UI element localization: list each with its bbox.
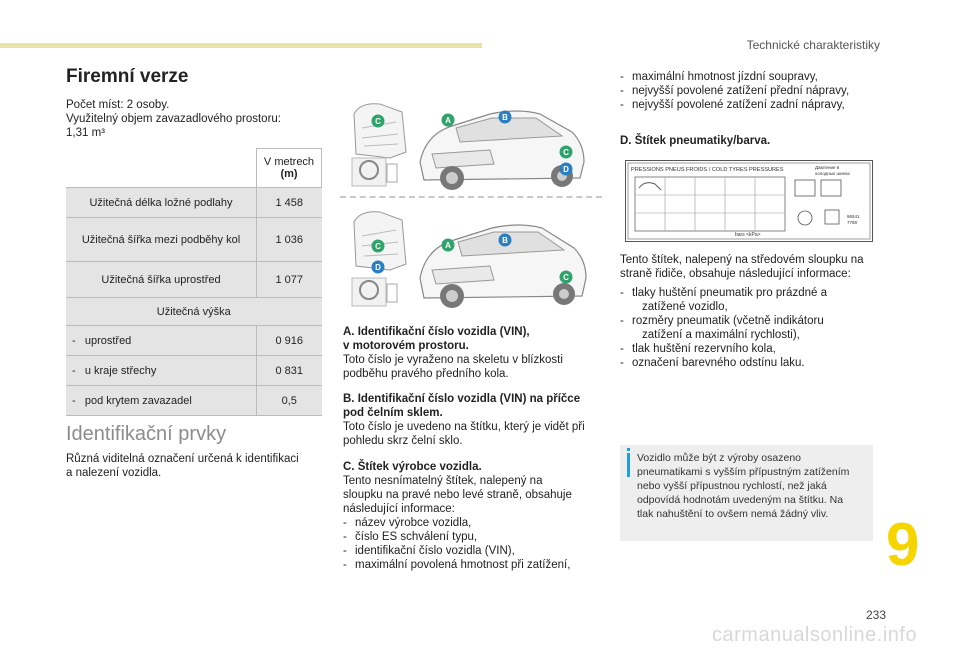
intro-line: Počet míst: 2 osoby. bbox=[66, 99, 170, 111]
unit-header bbox=[257, 149, 322, 188]
section-c-text: následující informace: bbox=[343, 503, 455, 515]
section-d-line: Tento štítek, nalepený na středovém sloupku na bbox=[620, 254, 864, 266]
section-d-list bbox=[620, 286, 882, 370]
svg-text:C: C bbox=[563, 273, 569, 282]
section-a-text: Toto číslo je vyraženo na skeletu v blízkosti bbox=[343, 354, 563, 366]
row-value: 0,5 bbox=[257, 386, 322, 416]
list-item-text: číslo ES schválení typu, bbox=[355, 531, 478, 543]
section-title: Technické charakteristiky bbox=[746, 38, 880, 52]
label-a-bottom bbox=[442, 239, 455, 252]
label-c-top-right bbox=[560, 146, 573, 159]
list-item: - nejvyšší povolené zatížení přední nápravy, bbox=[620, 85, 850, 97]
ident-line: Různá viditelná označení určená k identifikaci bbox=[66, 453, 299, 465]
list-item-text: rozměry pneumatik (včetně indikátoru zatížení a maximální rychlosti), bbox=[632, 315, 824, 341]
list-item: - tlak huštění rezervního kola, bbox=[620, 343, 776, 355]
list-item: - maximální povolená hmotnost při zatížení, bbox=[343, 559, 571, 571]
identifikacni-prvky-heading: Identifikační prvky bbox=[66, 423, 227, 445]
tyre-label-code2: 7788 bbox=[847, 220, 858, 225]
row-value: 1 036 bbox=[257, 218, 322, 262]
firemni-verze-heading: Firemní verze bbox=[66, 66, 189, 87]
section-b-title: B. Identifikační číslo vozidla (VIN) na příčce bbox=[343, 393, 581, 405]
section-a-text: podběhu pravého předního kola. bbox=[343, 368, 509, 380]
list-item: - nejvyšší povolené zatížení zadní nápravy, bbox=[620, 99, 845, 111]
unit-symbol: (m) bbox=[280, 168, 298, 180]
label-b-top bbox=[499, 111, 512, 124]
row-value: 1 077 bbox=[257, 262, 322, 298]
list-item: - název výrobce vozidla, bbox=[343, 517, 472, 529]
info-icon-bar bbox=[627, 453, 630, 477]
list-item: - číslo ES schválení typu, bbox=[343, 531, 478, 543]
info-line: nebo vyšší přípustnou rychlostí, než jaká bbox=[637, 480, 827, 492]
ident-line: a nalezení vozidla. bbox=[66, 467, 162, 479]
section-b bbox=[343, 392, 603, 448]
tyre-label-ru2: холодных шинах bbox=[815, 171, 850, 176]
row-label: - pod krytem zavazadel bbox=[66, 386, 257, 416]
section-d-title: D. Štítek pneumatiky/barva. bbox=[620, 135, 771, 147]
list-item-text: tlaky huštění pneumatik pro prázdné a zatížené vozidlo, bbox=[632, 287, 827, 313]
list-item: - identifikační číslo vozidla (VIN), bbox=[343, 545, 515, 557]
divider-dashed bbox=[340, 196, 602, 198]
tyre-label-ru1: Давление в bbox=[815, 165, 840, 170]
tyre-label-units: bars <kPa> bbox=[735, 232, 761, 238]
table-row bbox=[66, 188, 322, 218]
table-row bbox=[66, 326, 322, 356]
table-row bbox=[66, 218, 322, 262]
table-row bbox=[66, 298, 322, 326]
list-item-text: název výrobce vozidla, bbox=[355, 517, 472, 529]
label-d-top bbox=[560, 163, 573, 176]
section-a-title: A. Identifikační číslo vozidla (VIN), bbox=[343, 326, 530, 338]
svg-text:B: B bbox=[502, 236, 508, 245]
svg-text:C: C bbox=[375, 242, 381, 251]
svg-text:D: D bbox=[563, 165, 569, 174]
intro-line: 1,31 m³ bbox=[66, 127, 105, 139]
row-value: 0 831 bbox=[257, 356, 322, 386]
row-value: 0 916 bbox=[257, 326, 322, 356]
page-number: 233 bbox=[866, 608, 887, 622]
svg-text:B: B bbox=[502, 113, 508, 122]
label-d-bottom bbox=[372, 261, 385, 274]
section-b-text: Toto číslo je uvedeno na štítku, který je vidět při bbox=[343, 421, 585, 433]
list-item-text: maximální povolená hmotnost při zatížení, bbox=[355, 559, 571, 571]
ident-text bbox=[66, 452, 326, 480]
chapter-number: 9 bbox=[886, 511, 920, 578]
table-row bbox=[66, 386, 322, 416]
firemni-intro bbox=[66, 98, 306, 140]
section-b-title: pod čelním sklem. bbox=[343, 407, 443, 419]
list-item-text: označení barevného odstínu laku. bbox=[632, 357, 805, 369]
info-line: tlak nahuštění to ovšem nemá žádný vliv. bbox=[637, 508, 829, 520]
info-note-box bbox=[620, 445, 873, 541]
row-label: Užitečná šířka uprostřed bbox=[66, 262, 257, 298]
list-item: - rozměry pneumatik (včetně indikátoru zatížení a maximální rychlosti), bbox=[620, 315, 824, 341]
section-c-title: C. Štítek výrobce vozidla. bbox=[343, 461, 482, 473]
svg-text:C: C bbox=[563, 148, 569, 157]
list-item-text: maximální hmotnost jízdní soupravy, bbox=[632, 71, 818, 83]
row-label: Užitečná šířka mezi podběhy kol bbox=[66, 218, 257, 262]
info-text bbox=[637, 451, 869, 521]
label-c-bottom-right bbox=[560, 271, 573, 284]
svg-text:A: A bbox=[445, 116, 451, 125]
tyre-label-code1: 96541 bbox=[847, 214, 860, 219]
table-row bbox=[66, 356, 322, 386]
tyre-label-header: PRESSIONS PNEUS FROIDS / COLD TYRES PRESSURES bbox=[631, 167, 784, 173]
section-c-text: sloupku na pravé nebo levé straně, obsahuje bbox=[343, 489, 572, 501]
section-b-text: pohledu skrz čelní sklo. bbox=[343, 435, 463, 447]
row-label: - u kraje střechy bbox=[66, 356, 257, 386]
dimensions-table bbox=[66, 148, 322, 416]
section-d-text bbox=[620, 253, 882, 281]
label-c-bottom-left bbox=[372, 240, 385, 253]
info-line: odpovídá hodnotám uvedeným na štítku. Na bbox=[637, 494, 844, 506]
info-line: Vozidlo může být z výroby osazeno bbox=[637, 452, 802, 464]
row-label: - uprostřed bbox=[66, 326, 257, 356]
list-item-text: nejvyšší povolené zatížení přední nápravy, bbox=[632, 85, 850, 97]
tyre-pressure-label bbox=[625, 160, 873, 242]
list-item: - maximální hmotnost jízdní soupravy, bbox=[620, 71, 818, 83]
list-item: - tlaky huštění pneumatik pro prázdné a zatížené vozidlo, bbox=[620, 287, 827, 313]
row-value: 1 458 bbox=[257, 188, 322, 218]
list-item-text: tlak huštění rezervního kola, bbox=[632, 343, 776, 355]
section-a-title: v motorovém prostoru. bbox=[343, 340, 469, 352]
height-header: Užitečná výška bbox=[66, 298, 322, 326]
label-a-top bbox=[442, 114, 455, 127]
svg-text:C: C bbox=[375, 117, 381, 126]
car-illustration-top bbox=[340, 92, 600, 192]
watermark: carmanualsonline.info bbox=[712, 624, 918, 646]
section-c-text: Tento nesnímatelný štítek, nalepený na bbox=[343, 475, 543, 487]
info-line: pneumatikami s vyšším přípustným zatížením bbox=[637, 466, 850, 478]
svg-text:D: D bbox=[375, 263, 381, 272]
info-icon bbox=[627, 448, 630, 451]
unit-header-text: V metrech bbox=[263, 156, 315, 168]
row-label: Užitečná délka ložné podlahy bbox=[66, 188, 257, 218]
section-a bbox=[343, 325, 603, 381]
col3-top-list bbox=[620, 70, 882, 112]
header-accent-bar bbox=[0, 43, 482, 48]
label-c-top-left bbox=[372, 115, 385, 128]
table-row bbox=[66, 262, 322, 298]
section-d-line: straně řidiče, obsahuje následující informace: bbox=[620, 268, 851, 280]
list-item: - označení barevného odstínu laku. bbox=[620, 357, 805, 369]
list-item-text: identifikační číslo vozidla (VIN), bbox=[355, 545, 515, 557]
label-b-bottom bbox=[499, 234, 512, 247]
car-illustration-bottom bbox=[340, 202, 600, 314]
list-item-text: nejvyšší povolené zatížení zadní nápravy, bbox=[632, 99, 845, 111]
intro-line: Využitelný objem zavazadlového prostoru: bbox=[66, 113, 281, 125]
section-c bbox=[343, 460, 603, 572]
svg-text:A: A bbox=[445, 241, 451, 250]
